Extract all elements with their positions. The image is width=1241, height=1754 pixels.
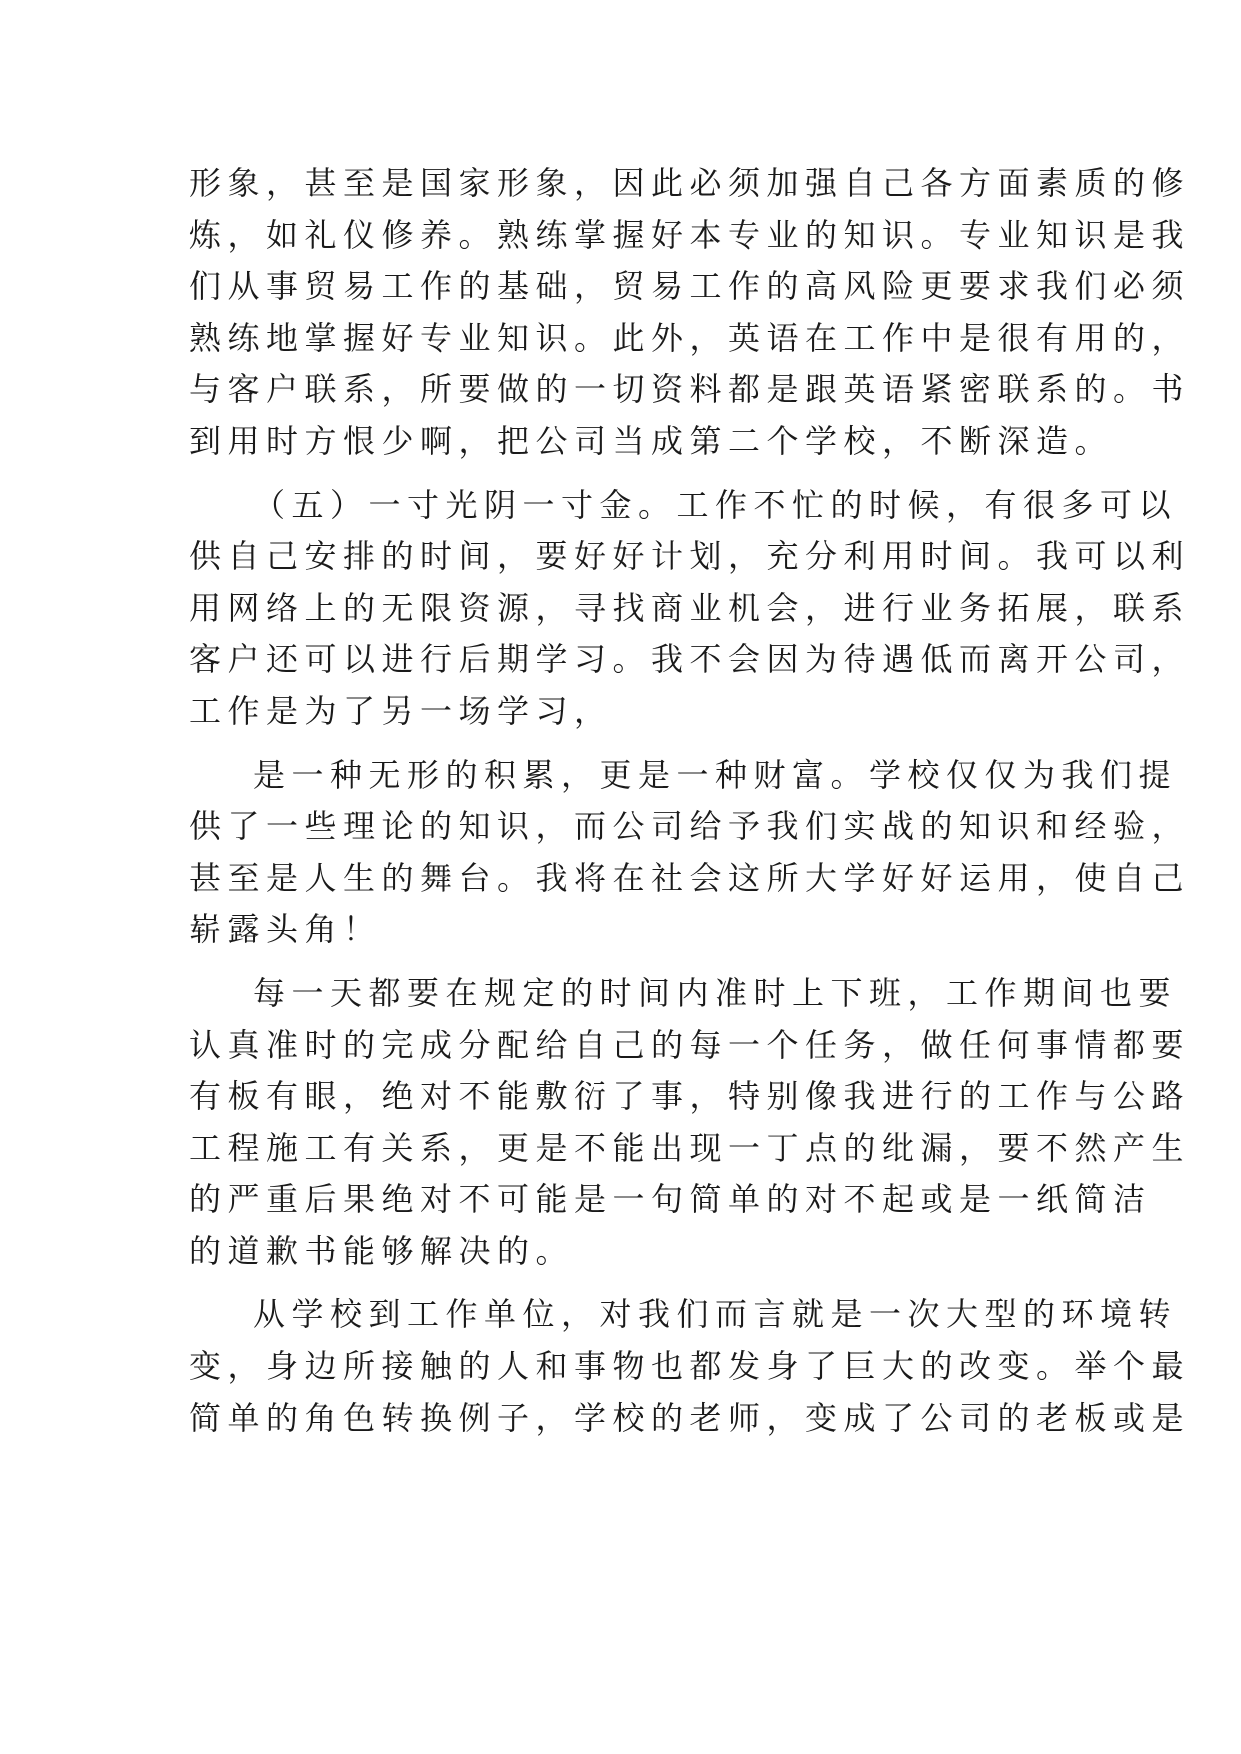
text-line: 工程施工有关系，更是不能出现一丁点的纰漏，要不然产生 — [189, 1128, 1191, 1167]
text-line: 到用时方恨少啊，把公司当成第二个学校，不断深造。 — [189, 421, 1114, 460]
text-line: 工作是为了另一场学习， — [189, 691, 613, 730]
text-line: 有板有眼，绝对不能敷衍了事，特别像我进行的工作与公路 — [189, 1077, 1191, 1116]
text-line: 每一天都要在规定的时间内准时上下班，工作期间也要 — [253, 973, 1178, 1012]
text-line: （五）一寸光阴一寸金。工作不忙的时候，有很多可以 — [253, 485, 1178, 524]
paragraph-1 — [189, 158, 1191, 468]
text-line: 的严重后果绝对不可能是一句简单的对不起或是一纸简洁 — [189, 1180, 1152, 1219]
text-line: 变，身边所接触的人和事物也都发身了巨大的改变。举个最 — [189, 1347, 1191, 1386]
paragraph-2 — [189, 480, 1191, 738]
text-line: 崭露头角！ — [189, 910, 382, 949]
text-line: 用网络上的无限资源，寻找商业机会，进行业务拓展，联系 — [189, 588, 1191, 627]
text-line: 熟练地掌握好专业知识。此外，英语在工作中是很有用的， — [189, 318, 1191, 357]
text-line: 供了一些理论的知识，而公司给予我们实战的知识和经验， — [189, 807, 1191, 846]
text-line: 与客户联系，所要做的一切资料都是跟英语紧密联系的。书 — [189, 370, 1191, 409]
document-body — [189, 158, 1191, 1444]
text-line: 的道歉书能够解决的。 — [189, 1231, 575, 1270]
text-line: 供自己安排的时间，要好好计划，充分利用时间。我可以利 — [189, 537, 1191, 576]
text-line: 简单的角色转换例子，学校的老师，变成了公司的老板或是 — [189, 1398, 1191, 1437]
paragraph-4 — [189, 968, 1191, 1278]
text-line: 形象，甚至是国家形象，因此必须加强自己各方面素质的修 — [189, 164, 1191, 202]
text-line: 们从事贸易工作的基础，贸易工作的高风险更要求我们必须 — [189, 267, 1191, 306]
text-line: 甚至是人生的舞台。我将在社会这所大学好好运用，使自己 — [189, 858, 1191, 897]
paragraph-3 — [189, 750, 1191, 956]
text-line: 是一种无形的积累，更是一种财富。学校仅仅为我们提 — [253, 755, 1178, 794]
text-line: 炼，如礼仪修养。熟练掌握好本专业的知识。专业知识是我 — [189, 215, 1191, 254]
text-line: 客户还可以进行后期学习。我不会因为待遇低而离开公司， — [189, 640, 1191, 679]
text-line: 从学校到工作单位，对我们而言就是一次大型的环境转 — [253, 1295, 1178, 1334]
paragraph-5 — [189, 1289, 1191, 1444]
text-line: 认真准时的完成分配给自己的每一个任务，做任何事情都要 — [189, 1025, 1191, 1064]
